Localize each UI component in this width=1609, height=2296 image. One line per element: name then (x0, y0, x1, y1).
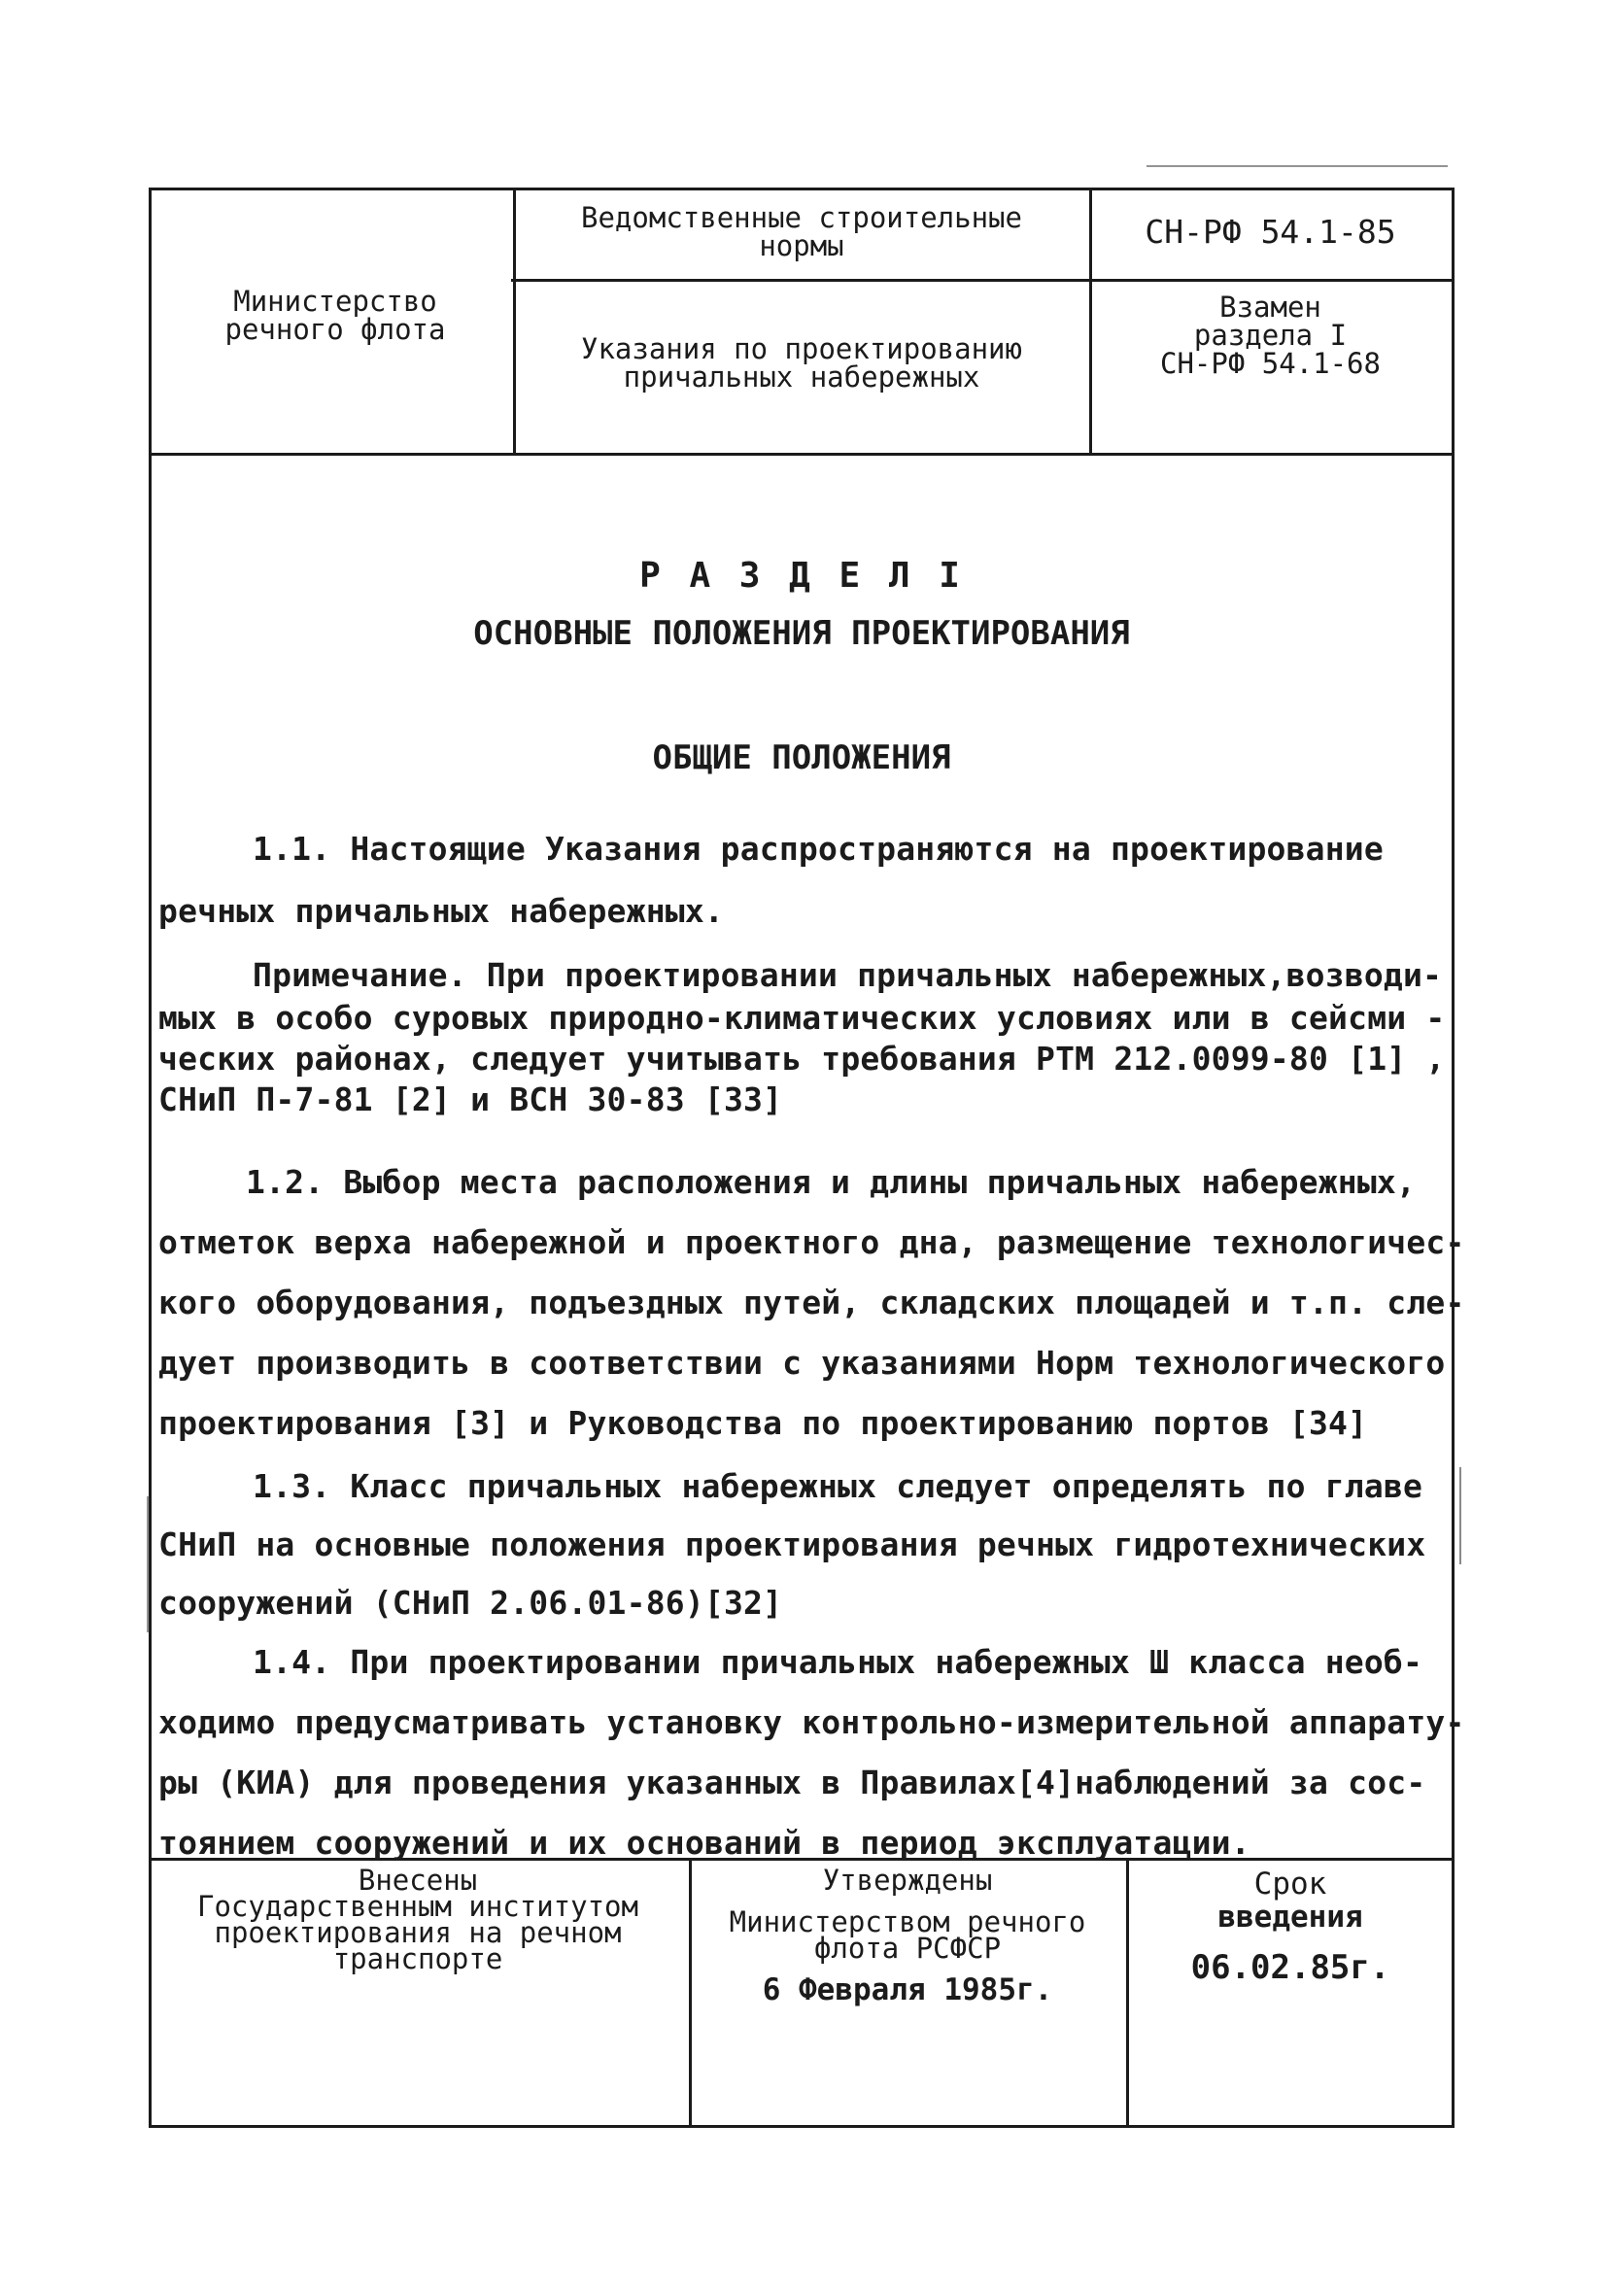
paragraph-line: 1.3. Класс причальных набережных следует определять по главе (253, 1467, 1423, 1505)
paragraph-line: ры (КИА) для проведения указанных в Правилах[4]наблюдений за сос- (158, 1764, 1426, 1801)
footer-effective-date: 06.02.85г. (1190, 1948, 1390, 1987)
paragraph-note (158, 952, 1446, 1120)
footer-effective-line: введения (1217, 1900, 1363, 1935)
section-title: ОСНОВНЫЕ ПОЛОЖЕНИЯ ПРОЕКТИРОВАНИЯ (473, 614, 1130, 653)
paragraph-1-4 (158, 1632, 1465, 1873)
paragraph-line: дует производить в соответствии с указаниями Норм технологического (158, 1344, 1446, 1382)
footer-submitted (155, 1864, 680, 1975)
scan-artifact-right (1459, 1467, 1461, 1564)
paragraph-line: тоянием сооружений и их оснований в период эксплуатации. (158, 1824, 1250, 1862)
footer-approved-date: 6 Февраля 1985г. (762, 1972, 1053, 2007)
footer-submitted-line: проектирования на речном (214, 1916, 622, 1949)
section-label: Р А З Д Е Л I (639, 556, 964, 596)
paragraph-line: 1.1. Настоящие Указания распространяются на проектирование (253, 830, 1384, 868)
paragraph-line: речных причальных набережных. (158, 892, 724, 930)
scan-artifact-top (1147, 165, 1448, 167)
header-replaces-line: Взамен (1219, 290, 1321, 324)
section-subtitle: ОБЩИЕ ПОЛОЖЕНИЯ (652, 738, 951, 777)
divider-header-bottom (152, 453, 1452, 456)
header-organization (175, 262, 496, 369)
header-document-code-text: СН-РФ 54.1-85 (1145, 213, 1396, 251)
footer-effective (1126, 1867, 1455, 1987)
header-organization-line: речного флота (224, 313, 446, 346)
paragraph-1-1 (158, 826, 1421, 934)
paragraph-line: Примечание. При проектировании причальных набережных,возводи- (253, 956, 1443, 994)
header-organization-line: Министерство (233, 285, 437, 318)
footer-submitted-line: Внесены (358, 1864, 478, 1897)
footer-approved-line: Министерством речного (729, 1905, 1086, 1938)
header-replaces-line: раздела I (1193, 318, 1348, 352)
paragraph-1-2 (158, 1152, 1465, 1454)
header-document-title-line: причальных набережных (623, 360, 980, 394)
paragraph-line: кого оборудования, подъездных путей, складских площадей и т.п. сле- (158, 1284, 1465, 1321)
header-document-title (515, 277, 1088, 450)
footer-approved-line: Утверждены (822, 1864, 993, 1897)
paragraph-1-3 (158, 1457, 1426, 1632)
paragraph-line: проектирования [3] и Руководства по проектированию портов [34] (158, 1404, 1368, 1442)
scan-artifact-left (147, 1496, 150, 1632)
paragraph-line: ходимо предусматривать установку контрольно-измерительной аппарату- (158, 1703, 1465, 1741)
paragraph-line: отметок верха набережной и проектного дна, размещение технологичес- (158, 1223, 1465, 1261)
header-replaces (1088, 277, 1453, 394)
footer-submitted-line: Государственным институтом (197, 1890, 638, 1923)
paragraph-line: ческих районах, следует учитывать требования РТМ 212.0099-80 [1] , (158, 1040, 1446, 1078)
header-document-code (1088, 188, 1453, 276)
footer-approved-line: флота РСФСР (813, 1932, 1002, 1965)
footer-submitted-line: транспорте (332, 1942, 503, 1975)
paragraph-line: мых в особо суровых природно-климатических условиях или в сейсми - (158, 999, 1446, 1037)
header-document-type-line: нормы (759, 228, 844, 262)
header-document-title-line: Указания по проектированию (581, 332, 1022, 365)
footer-approved (689, 1864, 1126, 2007)
header-replaces-line: СН-РФ 54.1-68 (1160, 346, 1381, 380)
header-document-type (515, 188, 1088, 276)
paragraph-line: СНиП П-7-81 [2] и ВСН 30-83 [33] (158, 1080, 783, 1118)
paragraph-line: СНиП на основные положения проектирования речных гидротехнических (158, 1525, 1426, 1563)
footer-effective-line: Срок (1253, 1867, 1327, 1902)
paragraph-line: 1.4. При проектировании причальных набережных Ш класса необ- (253, 1643, 1423, 1681)
paragraph-line: 1.2. Выбор места расположения и длины причальных набережных, (246, 1163, 1417, 1201)
paragraph-line: сооружений (СНиП 2.06.01-86)[32] (158, 1584, 783, 1622)
header-document-type-line: Ведомственные строительные (581, 200, 1022, 234)
